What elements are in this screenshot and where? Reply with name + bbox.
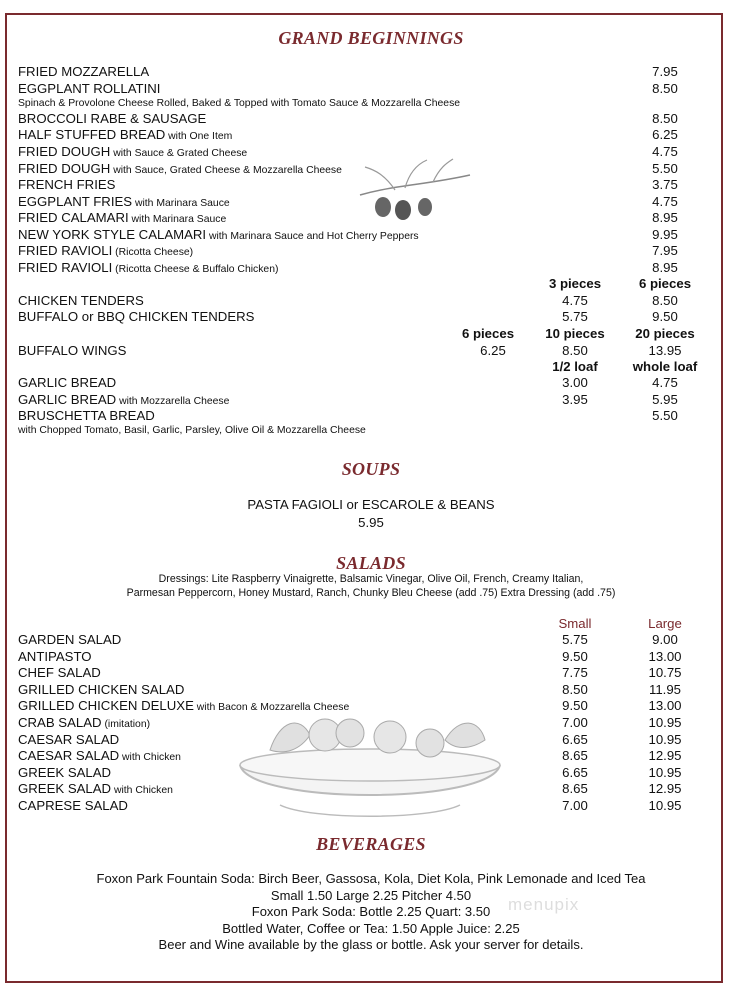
- salad-price-small: 5.75: [562, 632, 588, 647]
- salad-item-name: GREEK SALAD: [18, 781, 112, 797]
- salad-price-small: 9.50: [562, 648, 588, 664]
- small-header: Small: [558, 616, 592, 631]
- bread-item-row: [18, 408, 155, 424]
- salad-item-name: GRILLED CHICKEN DELUXE: [18, 698, 194, 714]
- grand-item-name: NEW YORK STYLE CALAMARI: [18, 227, 207, 242]
- grand-item-price: 6.25: [652, 127, 678, 142]
- salad-item-row: [18, 665, 101, 681]
- grand-item-desc: with Marinara Sauce: [128, 214, 227, 225]
- beverage-line: Foxon Park Soda: Bottle 2.25 Quart: 3.50: [251, 904, 491, 920]
- salad-item-name: GRILLED CHICKEN SALAD: [18, 681, 185, 697]
- menupix-watermark: menupix: [508, 895, 580, 914]
- salad-item-row: [18, 748, 181, 766]
- bread-price-half: 3.00: [562, 375, 588, 390]
- bread-item-row: [18, 375, 116, 391]
- grand-item-row: [18, 111, 206, 127]
- salad-price-large: 10.95: [648, 715, 682, 730]
- salad-price-large: 13.00: [648, 648, 682, 664]
- salad-item-name: GARDEN SALAD: [18, 632, 122, 647]
- soup-item: PASTA FAGIOLI or ESCAROLE & BEANS: [247, 497, 495, 512]
- bread-item-name: GARLIC BREAD: [18, 375, 117, 390]
- beverage-line: Beer and Wine available by the glass or bottle. Ask your server for details.: [158, 937, 584, 953]
- grand-item-price: 5.50: [652, 161, 678, 176]
- salad-price-large: 12.95: [648, 748, 682, 764]
- tenders-price-6: 9.50: [652, 309, 678, 324]
- salad-item-row: [18, 798, 128, 814]
- salads-heading: SALADS: [336, 553, 406, 573]
- salad-item-name: GREEK SALAD: [18, 764, 112, 780]
- tenders-price-6: 8.50: [652, 293, 678, 308]
- large-header: Large: [648, 616, 682, 631]
- salad-item-row: [18, 698, 349, 716]
- bruschetta-desc: with Chopped Tomato, Basil, Garlic, Parsley, Olive Oil & Mozzarella Cheese: [18, 425, 366, 436]
- tenders-header-3: 3 pieces: [548, 276, 602, 291]
- salad-item-desc: with Bacon & Mozzarella Cheese: [193, 702, 350, 714]
- grand-item-row: [18, 144, 247, 162]
- salad-item-row: [18, 632, 121, 648]
- bread-price-whole: 5.95: [652, 392, 678, 407]
- grand-beginnings-heading: GRAND BEGINNINGS: [278, 28, 464, 48]
- grand-item-price: 3.75: [652, 177, 678, 192]
- grand-item-row: [18, 210, 226, 228]
- salad-price-small: 7.00: [562, 798, 588, 813]
- bread-item-name: BRUSCHETTA BREAD: [18, 408, 155, 423]
- grand-item-desc: (Ricotta Cheese & Buffalo Chicken): [112, 264, 279, 275]
- salad-item-row: [18, 715, 150, 733]
- grand-item-desc: (Ricotta Cheese): [112, 247, 194, 258]
- tenders-price-3: 4.75: [562, 293, 588, 308]
- grand-item-row: [18, 127, 232, 145]
- wings-header-20: 20 pieces: [635, 326, 695, 341]
- bread-header-half: 1/2 loaf: [552, 359, 598, 374]
- grand-item-desc: with Marinara Sauce and Hot Cherry Peppers: [206, 231, 419, 242]
- grand-item-name: FRIED DOUGH: [18, 144, 111, 159]
- salad-item-name: CAESAR SALAD: [18, 731, 120, 747]
- salad-price-large: 10.95: [648, 798, 682, 813]
- beverage-line: Foxon Park Fountain Soda: Birch Beer, Gassosa, Kola, Diet Kola, Pink Lemonade and Iced Tea: [96, 871, 646, 886]
- grand-item-name: FRIED RAVIOLI: [18, 243, 113, 258]
- salad-item-name: ANTIPASTO: [18, 648, 92, 664]
- salad-price-small: 8.50: [562, 681, 588, 697]
- grand-item-name: FRIED MOZZARELLA: [18, 64, 150, 79]
- tenders-item-name: CHICKEN TENDERS: [18, 293, 144, 308]
- salad-price-small: 9.50: [562, 698, 588, 714]
- grand-item-desc: with One Item: [165, 131, 233, 142]
- beverage-line: Bottled Water, Coffee or Tea: 1.50 Apple Juice: 2.25: [222, 920, 520, 936]
- tenders-item-row: [18, 309, 254, 325]
- salad-price-large: 10.95: [648, 731, 682, 747]
- tenders-item-name: BUFFALO or BBQ CHICKEN TENDERS: [18, 309, 255, 324]
- bread-item-desc: with Mozzarella Cheese: [116, 396, 230, 407]
- wings-header-10: 10 pieces: [545, 326, 605, 341]
- beverage-line: Small 1.50 Large 2.25 Pitcher 4.50: [270, 887, 472, 903]
- grand-item-price: 7.95: [652, 64, 678, 79]
- dressings-line-1: Dressings: Lite Raspberry Vinaigrette, Balsamic Vinegar, Olive Oil, French, Creamy Italian,: [158, 573, 584, 585]
- grand-item-price: 4.75: [652, 144, 678, 159]
- salad-item-row: [18, 732, 119, 748]
- grand-item-price: 8.50: [652, 111, 678, 126]
- salad-item-name: CHEF SALAD: [18, 665, 101, 681]
- salad-price-small: 7.00: [562, 715, 588, 730]
- wings-price-20: 13.95: [648, 343, 682, 358]
- salad-item-name: CAPRESE SALAD: [18, 798, 128, 813]
- salad-item-row: [18, 765, 111, 781]
- salad-item-name: CAESAR SALAD: [18, 748, 120, 764]
- salad-price-small: 6.65: [562, 764, 588, 780]
- grand-item-name: EGGPLANT ROLLATINI: [18, 81, 161, 96]
- grand-item-name: FRIED CALAMARI: [18, 210, 129, 225]
- wings-item-row: [18, 343, 126, 359]
- salad-item-row: [18, 781, 173, 799]
- bread-item-name: GARLIC BREAD: [18, 392, 117, 407]
- soups-heading: SOUPS: [341, 459, 401, 479]
- grand-item-name: EGGPLANT FRIES: [18, 194, 133, 209]
- dressings-line-2: Parmesan Peppercorn, Honey Mustard, Ranch, Chunky Bleu Cheese (add .75) Extra Dressing (add .75): [126, 587, 616, 599]
- salad-price-large: 10.75: [648, 665, 682, 681]
- salad-item-row: [18, 649, 92, 665]
- olive-branch-icon: [355, 155, 475, 235]
- salad-price-large: 11.95: [648, 681, 682, 697]
- grand-item-row: [18, 177, 115, 193]
- salad-item-row: [18, 682, 184, 698]
- tenders-price-3: 5.75: [562, 309, 588, 324]
- grand-item-price: 8.95: [652, 210, 678, 225]
- salad-item-name: CRAB SALAD: [18, 715, 102, 730]
- grand-item-price: 8.50: [652, 81, 678, 96]
- grand-item-price: 8.95: [652, 260, 678, 275]
- wings-header-6: 6 pieces: [461, 326, 515, 341]
- grand-item-name: FRIED DOUGH: [18, 161, 111, 176]
- soup-price: 5.95: [358, 515, 384, 530]
- wings-item-name: BUFFALO WINGS: [18, 343, 127, 358]
- bread-price-whole: 4.75: [652, 375, 678, 390]
- salad-price-small: 8.65: [562, 781, 588, 797]
- bread-price-whole: 5.50: [652, 408, 678, 423]
- salad-item-desc: with Chicken: [119, 752, 181, 764]
- tenders-header-6: 6 pieces: [638, 276, 692, 291]
- bread-header-whole: whole loaf: [632, 359, 698, 374]
- grand-item-row: [18, 81, 160, 97]
- salad-price-small: 8.65: [562, 748, 588, 764]
- grand-item-name: BROCCOLI RABE & SAUSAGE: [18, 111, 207, 126]
- salad-price-large: 12.95: [648, 781, 682, 797]
- salad-item-desc: with Chicken: [111, 785, 173, 797]
- grand-item-price: 7.95: [652, 243, 678, 258]
- grand-item-name: FRIED RAVIOLI: [18, 260, 113, 275]
- grand-item-row: [18, 260, 278, 278]
- rollatini-desc: Spinach & Provolone Cheese Rolled, Baked & Topped with Tomato Sauce & Mozzarella Cheese: [18, 98, 461, 109]
- grand-item-row: [18, 243, 193, 261]
- bread-price-half: 3.95: [562, 392, 588, 407]
- salad-price-small: 6.65: [562, 731, 588, 747]
- salad-price-small: 7.75: [562, 665, 588, 681]
- beverages-heading: BEVERAGES: [316, 834, 426, 854]
- salad-item-desc: (imitation): [101, 719, 151, 730]
- wings-price-6: 6.25: [480, 343, 506, 358]
- grand-item-name: FRENCH FRIES: [18, 177, 116, 192]
- wings-price-10: 8.50: [562, 343, 588, 358]
- grand-item-desc: with Marinara Sauce: [132, 198, 230, 209]
- grand-item-price: 9.95: [652, 227, 678, 242]
- salad-price-large: 13.00: [648, 698, 682, 714]
- salad-price-large: 9.00: [652, 632, 678, 647]
- grand-item-price: 4.75: [652, 194, 678, 209]
- grand-item-row: [18, 64, 149, 80]
- grand-item-name: HALF STUFFED BREAD: [18, 127, 166, 142]
- salad-price-large: 10.95: [648, 764, 682, 780]
- tenders-item-row: [18, 293, 144, 309]
- grand-item-desc: with Sauce & Grated Cheese: [110, 148, 248, 159]
- grand-item-desc: with Sauce, Grated Cheese & Mozzarella Cheese: [110, 165, 342, 176]
